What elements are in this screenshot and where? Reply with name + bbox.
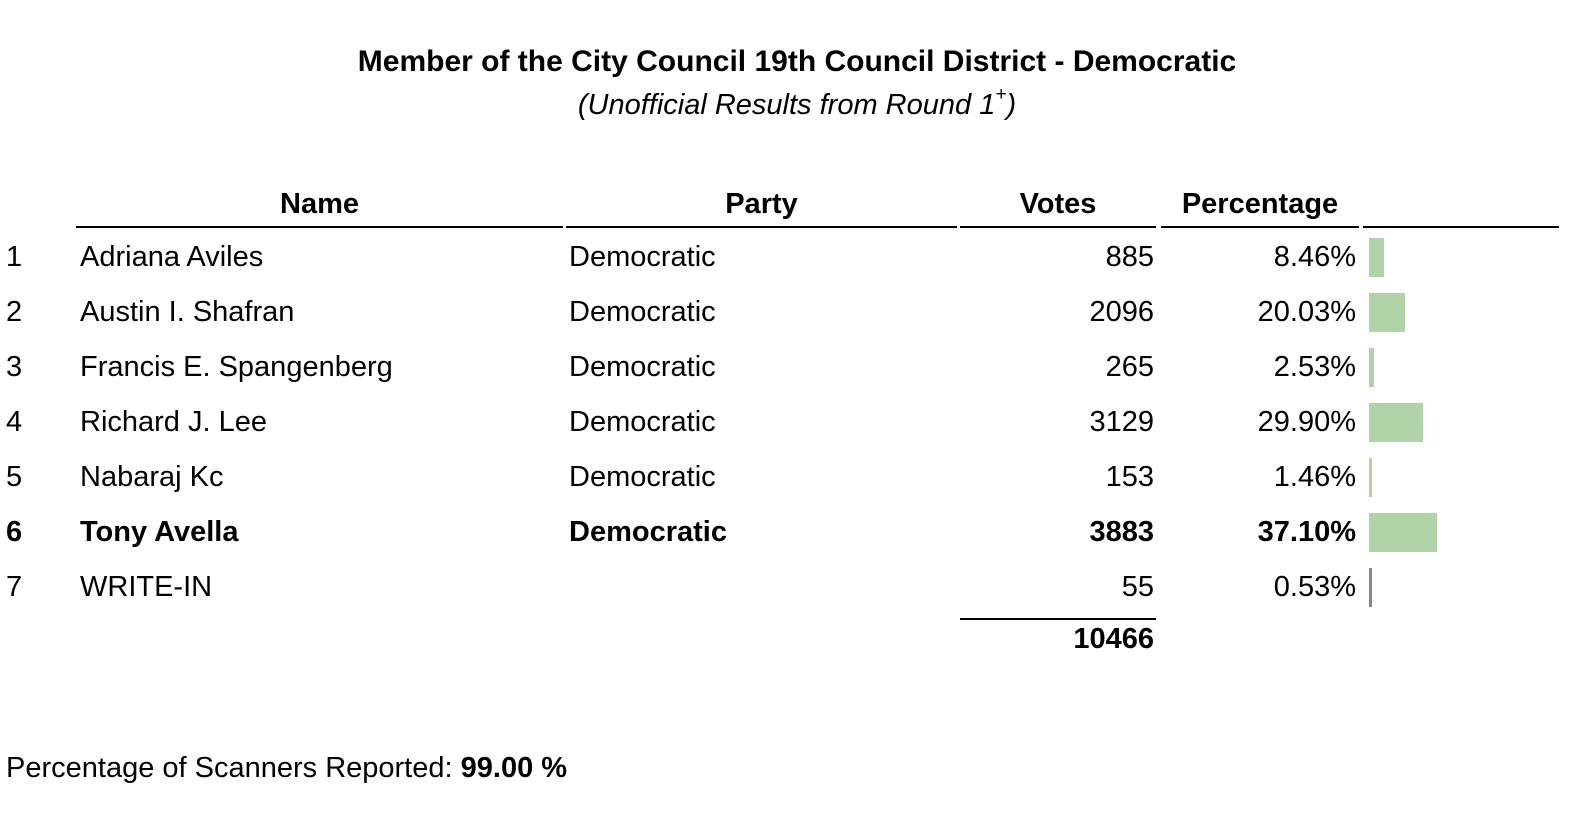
- candidate-party: Democratic: [569, 241, 716, 273]
- candidate-votes: 2096: [1089, 296, 1154, 328]
- candidate-votes: 3129: [1089, 406, 1154, 438]
- candidate-party: Democratic: [569, 516, 727, 548]
- row-number: 2: [6, 296, 23, 328]
- percentage-bar: [1369, 568, 1372, 607]
- candidate-votes: 885: [1105, 241, 1154, 273]
- candidate-name: Richard J. Lee: [80, 406, 267, 438]
- column-header-votes: Votes: [1019, 188, 1097, 220]
- row-number: 1: [6, 241, 23, 273]
- header-rule-party: [566, 226, 957, 228]
- scanners-reported-label: Percentage of Scanners Reported:: [6, 752, 453, 784]
- column-header-name: Name: [280, 188, 359, 220]
- candidate-name: WRITE-IN: [80, 571, 213, 603]
- page-title: Member of the City Council 19th Council District - Democratic: [357, 45, 1237, 78]
- percentage-bar: [1369, 348, 1374, 387]
- percentage-bar: [1369, 403, 1423, 442]
- candidate-percentage: 1.46%: [1273, 461, 1356, 493]
- candidate-votes: 153: [1105, 461, 1154, 493]
- candidate-percentage: 29.90%: [1257, 406, 1356, 438]
- candidate-votes: 55: [1121, 571, 1154, 603]
- candidate-name: Nabaraj Kc: [80, 461, 224, 493]
- candidate-party: Democratic: [569, 406, 716, 438]
- header-rule-bar: [1363, 226, 1559, 228]
- row-number: 3: [6, 351, 23, 383]
- header-rule-name: [76, 226, 563, 228]
- subtitle-end: ): [1006, 89, 1017, 121]
- header-rule-percentage: [1161, 226, 1359, 228]
- subtitle-text: (Unofficial Results from Round 1: [577, 89, 996, 121]
- column-header-party: Party: [725, 188, 798, 220]
- page-subtitle: [0, 85, 1594, 125]
- percentage-bar: [1369, 458, 1372, 497]
- candidate-name: Austin I. Shafran: [80, 296, 295, 328]
- row-number: 7: [6, 571, 23, 603]
- total-votes: 10466: [1073, 623, 1154, 655]
- candidate-percentage: 37.10%: [1257, 516, 1356, 548]
- row-number: 4: [6, 406, 23, 438]
- scanners-reported-value: 99.00 %: [460, 752, 568, 784]
- row-number: 5: [6, 461, 23, 493]
- percentage-bar: [1369, 513, 1437, 552]
- candidate-percentage: 8.46%: [1273, 241, 1356, 273]
- candidate-percentage: 2.53%: [1273, 351, 1356, 383]
- scanners-reported: [6, 749, 567, 787]
- header-rule-votes: [960, 226, 1156, 228]
- candidate-percentage: 0.53%: [1273, 571, 1356, 603]
- candidate-name: Francis E. Spangenberg: [80, 351, 393, 383]
- percentage-bar: [1369, 238, 1384, 277]
- candidate-party: Democratic: [569, 351, 716, 383]
- candidate-name: Adriana Aviles: [80, 241, 264, 273]
- row-number: 6: [6, 516, 23, 548]
- percentage-bar: [1369, 293, 1405, 332]
- candidate-percentage: 20.03%: [1257, 296, 1356, 328]
- candidate-votes: 265: [1105, 351, 1154, 383]
- candidate-votes: 3883: [1089, 516, 1154, 548]
- candidate-party: Democratic: [569, 296, 716, 328]
- candidate-party: Democratic: [569, 461, 716, 493]
- subtitle-superscript: +: [995, 84, 1007, 106]
- column-header-percentage: Percentage: [1181, 188, 1339, 220]
- candidate-name: Tony Avella: [80, 516, 239, 548]
